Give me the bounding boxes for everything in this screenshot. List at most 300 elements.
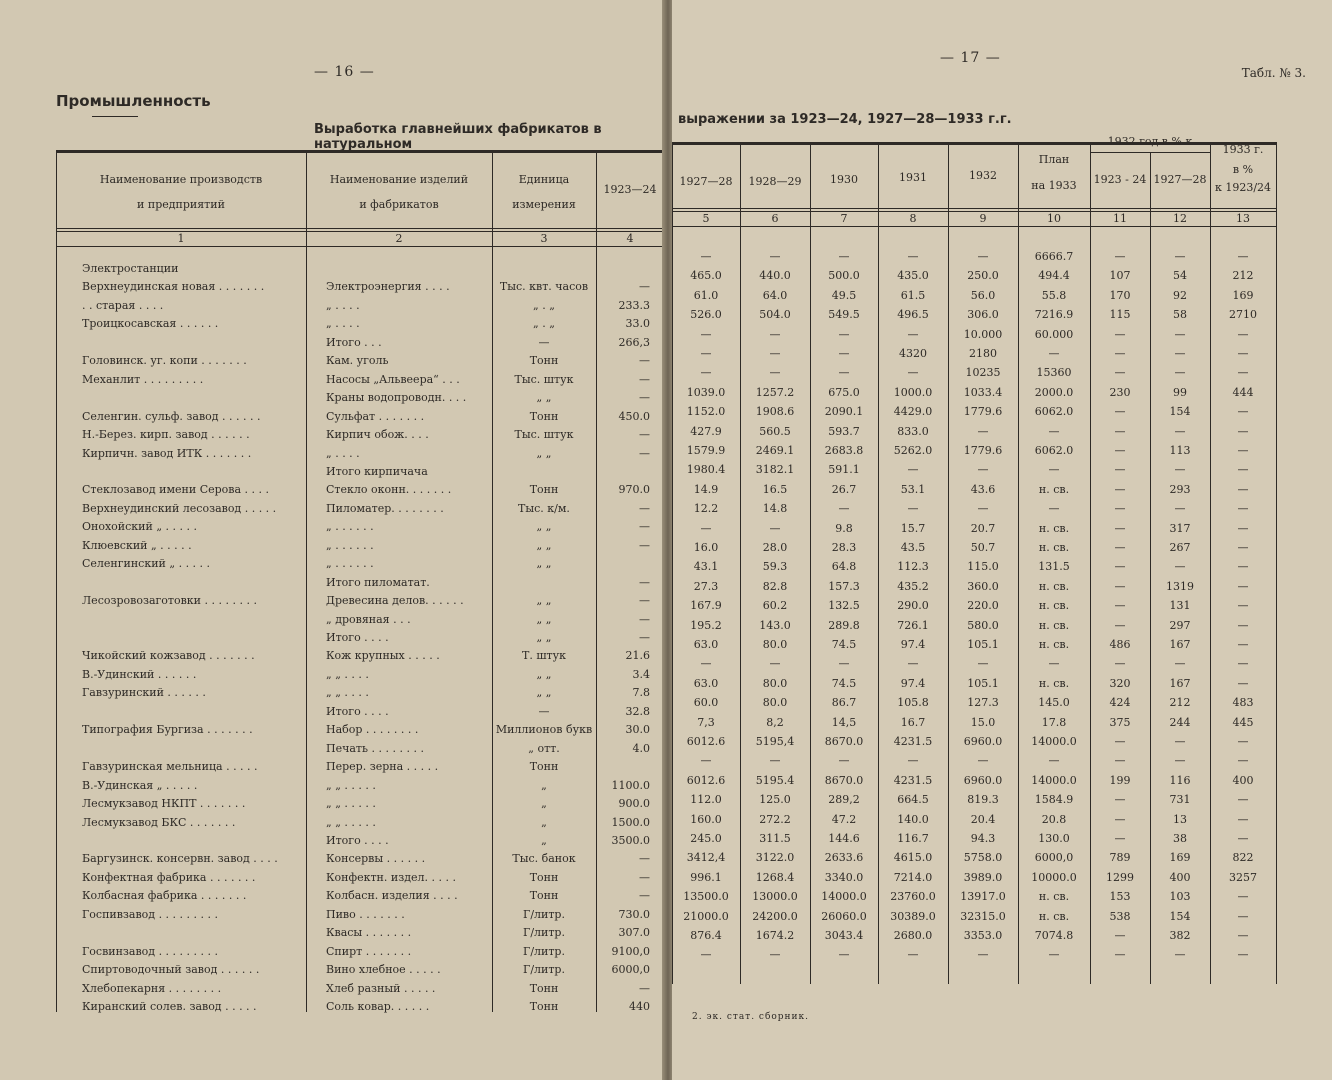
col-number: 3	[540, 232, 548, 245]
table-cell: 10235	[965, 366, 1001, 380]
table-cell: 56.0	[970, 288, 996, 302]
row-value-1923-24: 32.8	[625, 704, 650, 718]
table-cell: 154	[1169, 405, 1191, 419]
row-item-name: Спирт . . . . . . .	[326, 944, 412, 958]
row-production-name: Хлебопекарня . . . . . . . .	[82, 981, 222, 995]
table-cell: 2469.1	[755, 444, 795, 457]
table-cell: 731	[1169, 793, 1191, 807]
row-unit: „ „	[536, 686, 552, 700]
row-item-name: Древесина делов. . . . . .	[326, 594, 464, 608]
row-unit: „ . „	[533, 298, 555, 312]
table-cell: —	[1237, 250, 1249, 263]
table-cell: 115	[1109, 308, 1131, 322]
table-cell: 360.0	[967, 579, 999, 593]
table-cell: 375	[1109, 715, 1131, 729]
page-number-right: — 17 —	[940, 50, 1001, 66]
table-cell: —	[838, 347, 850, 360]
row-item-name: Конфектн. издел. . . . .	[326, 870, 456, 884]
table-cell: 427.9	[690, 424, 722, 438]
row-production-name: Госпивзавод . . . . . . . . .	[82, 907, 219, 921]
row-production-name: Стеклозавод имени Серова . . . .	[82, 483, 270, 497]
row-item-name: „ . . . . . .	[326, 557, 374, 571]
row-production-name: Онохойский „ . . . . .	[82, 520, 197, 534]
table-cell: —	[907, 327, 919, 341]
row-item-name: „ „ . . . . .	[326, 797, 376, 811]
table-cell: 32315.0	[960, 909, 1006, 923]
table-cell: —	[1237, 560, 1249, 574]
table-cell: 154	[1169, 909, 1191, 923]
header-1928-29: 1928—29	[748, 175, 802, 188]
table-cell: —	[1114, 735, 1126, 748]
table-cell: —	[1237, 347, 1249, 360]
row-value-1923-24: 4.0	[632, 741, 650, 755]
table-cell: —	[700, 366, 712, 380]
row-unit: —	[538, 335, 550, 349]
table-cell: 4615.0	[893, 851, 933, 865]
table-cell: 64.8	[831, 560, 857, 574]
table-cell: 483	[1232, 696, 1254, 710]
table-cell: 6000,0	[1034, 851, 1074, 865]
table-cell: —	[1048, 502, 1060, 516]
row-item-name: Сульфат . . . . . . .	[326, 409, 425, 423]
table-cell: 2633.6	[824, 851, 864, 865]
table-cell: —	[1174, 657, 1186, 671]
row-value-1923-24: 900.0	[618, 797, 650, 811]
table-cell: —	[769, 948, 781, 962]
table-cell: 212	[1232, 269, 1254, 283]
col-number: 7	[840, 212, 848, 225]
table-cell: 167	[1169, 676, 1191, 690]
table-cell: 131	[1169, 599, 1191, 613]
table-cell: 20.7	[970, 521, 996, 535]
table-cell: —	[769, 521, 781, 535]
table-cell: 4429.0	[893, 405, 933, 419]
table-cell: н. св.	[1038, 618, 1070, 632]
row-production-name: Гавзуринская мельница . . . . .	[82, 760, 258, 774]
table-cell: 560.5	[759, 424, 791, 438]
table-cell: 7074.8	[1034, 929, 1074, 942]
table-cell: —	[1237, 832, 1249, 845]
table-cell: 444	[1232, 385, 1254, 399]
row-value-1923-24: 266,3	[618, 335, 650, 349]
table-cell: 82.8	[762, 579, 788, 593]
row-item-name: Итого кирпичача	[326, 464, 428, 478]
table-cell: 116.7	[897, 832, 929, 845]
table-cell: —	[907, 502, 919, 516]
table-number: Табл. № 3.	[1241, 66, 1306, 80]
row-value-1923-24: —	[639, 354, 650, 368]
row-unit: Тонн	[529, 889, 559, 903]
table-cell: 1980.4	[686, 463, 726, 477]
table-cell: 526.0	[690, 308, 722, 322]
row-item-name: Итого . . . .	[326, 631, 389, 644]
header-production: Наименование производств	[99, 173, 263, 186]
table-cell: 311.5	[759, 832, 791, 845]
table-cell: 591.1	[828, 463, 860, 477]
table-cell: 169	[1232, 288, 1254, 302]
row-production-name: Гавзуринский . . . . . .	[82, 686, 206, 700]
header-1923-24: 1923—24	[603, 183, 657, 196]
table-cell: —	[907, 948, 919, 962]
header-1933: 1933 г.	[1222, 143, 1264, 156]
row-value-1923-24: 3500.0	[611, 833, 650, 847]
row-production-name: Лесмукзавод НКПТ . . . . . . .	[82, 797, 246, 811]
table-cell: —	[1114, 521, 1126, 535]
row-item-name: Перер. зерна . . . . .	[326, 760, 439, 774]
table-cell: —	[769, 327, 781, 341]
row-value-1923-24: 970.0	[618, 483, 650, 497]
table-cell: —	[977, 754, 989, 768]
row-unit: Тонн	[529, 354, 559, 368]
row-item-name: „ . . . .	[326, 446, 360, 460]
table-cell: —	[1114, 444, 1126, 457]
table-cell: 10.000	[963, 327, 1003, 341]
table-cell: 10000.0	[1031, 870, 1077, 884]
table-cell: —	[700, 657, 712, 671]
row-unit: Тыс. банок	[512, 852, 576, 866]
table-cell: 3353.0	[963, 929, 1003, 942]
row-value-1923-24: 1100.0	[611, 778, 650, 792]
row-production-name: Лесмукзавод БКС . . . . . . .	[82, 815, 236, 829]
row-unit: Т. штук	[522, 649, 566, 663]
row-item-name: „ . . . .	[326, 317, 360, 331]
row-production-name: Механлит . . . . . . . . .	[82, 372, 204, 386]
table-cell: 144.6	[828, 832, 860, 845]
table-cell: 14.9	[693, 482, 719, 496]
table-cell: 876.4	[690, 929, 722, 942]
table-cell: —	[1237, 541, 1249, 554]
table-cell: н. св.	[1038, 890, 1070, 904]
table-cell: н. св.	[1038, 909, 1070, 923]
table-cell: 14.8	[762, 502, 788, 516]
table-cell: 822	[1232, 851, 1254, 865]
table-cell: —	[1237, 890, 1249, 904]
table-cell: 244	[1169, 715, 1191, 729]
table-cell: —	[1174, 347, 1186, 360]
table-cell: 494.4	[1038, 269, 1070, 283]
table-cell: 15360	[1036, 366, 1072, 380]
table-cell: 1779.6	[963, 405, 1003, 419]
table-cell: 230	[1109, 385, 1131, 399]
table-cell: 49.5	[831, 288, 857, 302]
table-cell: 43.5	[900, 541, 926, 554]
table-cell: 80.0	[762, 638, 788, 651]
table-cell: 819.3	[967, 793, 999, 807]
footer-note: 2. эк. стат. сборник.	[692, 1012, 810, 1022]
col-number: 5	[702, 212, 710, 225]
col-number: 1	[177, 232, 185, 245]
row-item-name: Электроэнергия . . . .	[326, 280, 450, 294]
table-cell: 290.0	[897, 599, 929, 613]
header-1933-base: к 1923/24	[1214, 181, 1272, 194]
table-cell: —	[1114, 482, 1126, 496]
table-cell: —	[977, 250, 989, 263]
table-cell: —	[1237, 909, 1249, 923]
row-unit: „	[541, 833, 547, 847]
col-number: 8	[909, 212, 917, 225]
table-cell: —	[838, 657, 850, 671]
table-cell: 28.3	[831, 541, 857, 554]
table-cell: 86.7	[831, 696, 857, 710]
table-cell: —	[1114, 347, 1126, 360]
table-cell: 170	[1109, 288, 1131, 302]
table-cell: —	[838, 948, 850, 962]
col-number: 6	[771, 212, 779, 225]
table-cell: 8670.0	[824, 735, 864, 748]
row-unit: „ „	[536, 520, 552, 534]
table-cell: 26060.0	[821, 909, 867, 923]
table-cell: 112.3	[897, 560, 929, 574]
table-cell: 130.0	[1038, 832, 1070, 845]
row-value-1923-24: 730.0	[618, 907, 650, 921]
table-cell: 14,5	[831, 715, 857, 729]
table-cell: 5758.0	[963, 851, 1003, 865]
row-unit: Миллионов букв	[495, 723, 593, 737]
table-cell: 538	[1109, 909, 1131, 923]
row-value-1923-24: 7.8	[632, 686, 650, 700]
row-value-1923-24: —	[639, 852, 650, 866]
table-cell: —	[1114, 793, 1126, 807]
row-production-name: Верхнеудинская новая . . . . . . .	[82, 280, 265, 294]
table-cell: —	[1114, 618, 1126, 632]
table-cell: 59.3	[762, 560, 788, 574]
row-production-name: Троицкосавская . . . . . .	[82, 317, 219, 331]
table-cell: 320	[1109, 676, 1131, 690]
row-item-name: Итого . . . .	[326, 704, 389, 718]
table-cell: 131.5	[1038, 560, 1070, 574]
table-cell: 92	[1173, 288, 1187, 302]
row-production-name: Лесозровозаготовки . . . . . . . .	[82, 594, 257, 608]
table-cell: —	[1174, 424, 1186, 438]
row-value-1923-24: —	[639, 391, 650, 405]
table-cell: —	[1174, 250, 1186, 263]
table-cell: —	[1174, 463, 1186, 477]
table-cell: 549.5	[828, 308, 860, 322]
table-cell: 593.7	[828, 424, 860, 438]
table-cell: —	[838, 250, 850, 263]
table-cell: —	[1237, 948, 1249, 962]
table-cell: 97.4	[900, 638, 926, 651]
table-cell: 6666.7	[1034, 250, 1074, 263]
table-cell: —	[1174, 560, 1186, 574]
table-cell: 2180	[969, 347, 997, 360]
row-value-1923-24: 6000,0	[611, 963, 650, 977]
table-cell: —	[1237, 793, 1249, 807]
table-cell: 16.5	[762, 482, 788, 496]
row-production-name: Киранский солев. завод . . . . .	[82, 1000, 257, 1013]
table-cell: 6012.6	[686, 773, 726, 787]
row-value-1923-24: —	[639, 631, 650, 644]
row-item-name: Стекло оконн. . . . . . .	[326, 483, 452, 497]
row-value-1923-24: —	[639, 501, 650, 515]
table-cell: 3989.0	[963, 870, 1003, 884]
row-production-name: Н.-Берез. кирп. завод . . . . . .	[82, 428, 250, 442]
table-cell: 6960.0	[963, 773, 1003, 787]
table-cell: 1908.6	[755, 405, 795, 419]
table-cell: —	[907, 463, 919, 477]
row-value-1923-24: —	[639, 538, 650, 552]
table-cell: 60.000	[1034, 327, 1074, 341]
table-cell: —	[1174, 948, 1186, 962]
table-cell: —	[1237, 929, 1249, 942]
table-title-left: Выработка главнейших фабрикатов в натуральном	[314, 122, 602, 152]
row-value-1923-24: —	[639, 280, 650, 294]
header-production-2: и предприятий	[137, 198, 225, 211]
table-cell: —	[1237, 618, 1249, 632]
table-cell: 14000.0	[1031, 735, 1077, 748]
table-cell: 400	[1169, 870, 1191, 884]
table-cell: 167	[1169, 638, 1191, 651]
table-cell: 6062.0	[1034, 444, 1074, 457]
table-cell: 145.0	[1038, 696, 1070, 710]
table-cell: —	[700, 948, 712, 962]
row-production-name: Селенгинский „ . . . . .	[82, 557, 211, 571]
row-value-1923-24: 30.0	[625, 723, 650, 737]
row-unit: —	[538, 704, 550, 718]
table-cell: —	[1174, 754, 1186, 768]
header-1931: 1931	[899, 171, 927, 184]
table-cell: —	[1114, 560, 1126, 574]
row-value-1923-24: 9100,0	[611, 944, 650, 958]
table-cell: 13917.0	[960, 890, 1006, 904]
row-item-name: „ . . . . . .	[326, 520, 374, 534]
table-cell: 50.7	[970, 541, 996, 554]
header-items-2: и фабрикатов	[359, 198, 439, 211]
row-unit: Тыс. к/м.	[518, 501, 570, 515]
table-cell: —	[1114, 424, 1126, 438]
table-cell: 2090.1	[824, 405, 864, 419]
table-cell: —	[977, 948, 989, 962]
row-production-name: В.-Удинская „ . . . . .	[82, 778, 198, 792]
table-cell: —	[1114, 599, 1126, 613]
row-value-1923-24: —	[639, 594, 650, 608]
table-cell: 105.1	[967, 638, 999, 651]
table-cell: 8,2	[766, 715, 784, 729]
table-cell: —	[1174, 366, 1186, 380]
table-cell: 580.0	[967, 618, 999, 632]
table-cell: н. св.	[1038, 579, 1070, 593]
table-cell: 105.1	[967, 676, 999, 690]
table-cell: 167.9	[690, 599, 722, 613]
table-cell: 1319	[1166, 579, 1194, 593]
row-value-1923-24: —	[639, 520, 650, 534]
table-cell: —	[1237, 754, 1249, 768]
row-value-1923-24: 1500.0	[611, 815, 650, 829]
table-cell: 382	[1169, 929, 1191, 942]
table-cell: 153	[1109, 890, 1131, 904]
table-cell: —	[1114, 366, 1126, 380]
row-unit: „ „	[536, 612, 552, 626]
row-item-name: Вино хлебное . . . . .	[326, 963, 441, 977]
row-production-name: В.-Удинский . . . . . .	[82, 667, 197, 681]
row-unit: Г/литр.	[523, 963, 565, 977]
table-cell: 58	[1173, 308, 1187, 322]
table-cell: —	[1114, 463, 1126, 477]
table-cell: —	[1114, 812, 1126, 826]
left-page	[0, 0, 664, 1080]
header-plan-2: на 1933	[1031, 179, 1077, 192]
table-cell: 107	[1109, 269, 1131, 283]
table-cell: —	[1237, 599, 1249, 613]
table-cell: —	[1237, 657, 1249, 671]
table-cell: —	[1114, 948, 1126, 962]
table-cell: 199	[1109, 773, 1131, 787]
header-1932: 1932	[969, 169, 997, 182]
row-item-name: „ „ . . . . .	[326, 778, 376, 792]
table-cell: —	[1048, 463, 1060, 477]
table-cell: 212	[1169, 696, 1191, 710]
row-unit: „ „	[536, 446, 552, 460]
row-item-name: „ „ . . . . .	[326, 815, 376, 829]
table-cell: 3412,4	[686, 851, 726, 865]
table-cell: 103	[1169, 890, 1191, 904]
header-1927-28: 1927—28	[679, 175, 733, 188]
table-cell: —	[769, 250, 781, 263]
col-number: 10	[1047, 212, 1061, 225]
row-production-name: Кирпичн. завод ИТК . . . . . . .	[82, 446, 252, 460]
table-cell: —	[700, 754, 712, 768]
table-cell: 21000.0	[683, 909, 729, 923]
row-unit: Тонн	[529, 981, 559, 995]
table-cell: —	[1237, 521, 1249, 535]
table-cell: 435.2	[897, 579, 929, 593]
row-item-name: Консервы . . . . . .	[326, 852, 426, 866]
header-unit: Единица	[518, 173, 570, 186]
table-cell: 63.0	[693, 638, 719, 651]
row-item-name: Итого . . .	[326, 335, 382, 349]
table-cell: 3122.0	[755, 851, 795, 865]
table-cell: 61.0	[693, 288, 719, 302]
row-value-1923-24: 21.6	[625, 649, 650, 663]
table-cell: 80.0	[762, 676, 788, 690]
table-cell: 504.0	[759, 308, 791, 322]
table-cell: —	[1048, 657, 1060, 671]
row-item-name: Кирпич обож. . . .	[326, 428, 429, 442]
table-cell: —	[769, 366, 781, 380]
table-cell: —	[1237, 366, 1249, 380]
table-cell: 61.5	[900, 288, 926, 302]
row-unit: Тыс. квт. часов	[499, 280, 589, 294]
table-cell: 125.0	[759, 793, 791, 807]
table-cell: —	[907, 366, 919, 380]
table-cell: 1779.6	[963, 444, 1003, 457]
table-cell: 245.0	[690, 832, 722, 845]
table-cell: 675.0	[828, 385, 860, 399]
col-number: 12	[1173, 212, 1187, 225]
table-cell: 43.1	[693, 560, 719, 574]
row-value-1923-24: 450.0	[618, 409, 650, 423]
table-cell: 1584.9	[1034, 793, 1074, 807]
table-cell: —	[1237, 424, 1249, 438]
table-cell: 60.0	[693, 696, 719, 710]
table-cell: 8670.0	[824, 773, 864, 787]
table-cell: 1299	[1106, 870, 1134, 884]
table-cell: 317	[1169, 521, 1191, 535]
table-cell: 64.0	[762, 288, 788, 302]
table-cell: 272.2	[759, 812, 791, 826]
table-cell: 160.0	[690, 812, 722, 826]
table-cell: 7216.9	[1034, 308, 1074, 322]
row-item-name: „ . . . .	[326, 298, 360, 312]
table-cell: 55.8	[1041, 288, 1067, 302]
row-production-name: Спиртоводочный завод . . . . . .	[82, 963, 260, 977]
table-cell: —	[769, 347, 781, 360]
table-cell: —	[700, 250, 712, 263]
row-value-1923-24: —	[639, 446, 650, 460]
table-cell: —	[977, 502, 989, 516]
table-cell: —	[1237, 638, 1249, 651]
table-cell: 3043.4	[824, 929, 864, 942]
